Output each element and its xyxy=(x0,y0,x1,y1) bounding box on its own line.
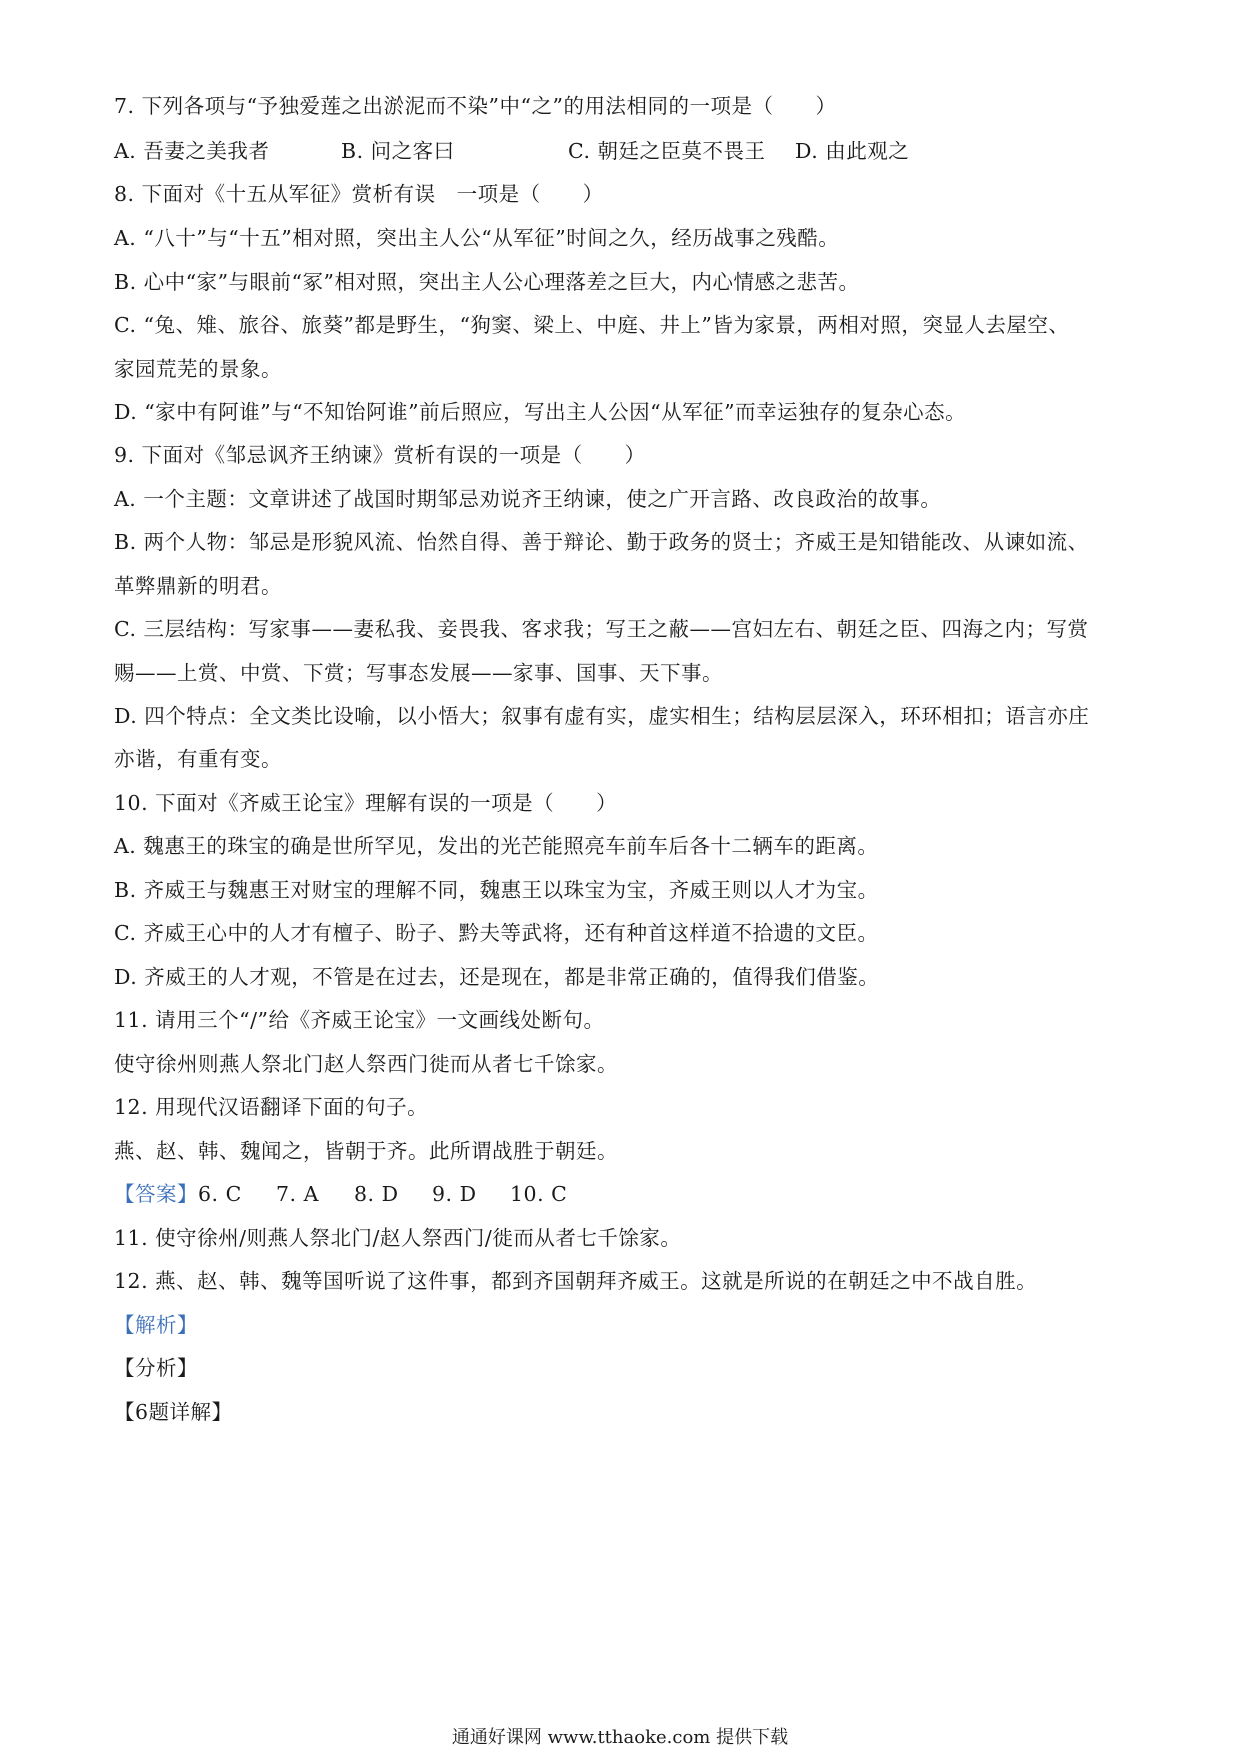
q10-stem: 10. 下面对《齐威王论宝》理解有误的一项是（ ） xyxy=(114,791,618,815)
q9-option-b: B. 两个人物：邹忌是形貌风流、怡然自得、善于辩论、勤于政务的贤士；齐威王是知错能改、从谏如流、 xyxy=(114,530,1089,554)
answer-item: 8. D xyxy=(354,1182,399,1206)
answer-label: 【答案】 xyxy=(114,1182,198,1206)
answer-item: 6. C xyxy=(198,1182,242,1206)
q9-option-c: C. 三层结构：写家事——妻私我、妾畏我、客求我；写王之蔽——宫妇左右、朝廷之臣、四海之内；写赏 xyxy=(114,617,1089,641)
q9-option-b-cont: 革弊鼎新的明君。 xyxy=(114,574,282,598)
q11-text: 使守徐州则燕人祭北门赵人祭西门徙而从者七千馀家。 xyxy=(114,1052,618,1076)
q7-options xyxy=(114,137,1154,165)
q10-option-c: C. 齐威王心中的人才有檀子、盼子、黔夫等武将，还有种首这样道不拾遗的文臣。 xyxy=(114,921,879,945)
q7-option-a: A. 吾妻之美我者 xyxy=(114,139,270,163)
answer-12: 12. 燕、赵、韩、魏等国听说了这件事，都到齐国朝拜齐威王。这就是所说的在朝廷之中不战自胜。 xyxy=(114,1269,1038,1293)
answer-item: 10. C xyxy=(510,1182,568,1206)
q8-option-c-cont: 家园荒芜的景象。 xyxy=(114,357,282,381)
answer-11: 11. 使守徐州/则燕人祭北门/赵人祭西门/徙而从者七千馀家。 xyxy=(114,1226,682,1250)
q9-option-a: A. 一个主题：文章讲述了战国时期邹忌劝说齐王纳谏，使之广开言路、改良政治的故事。 xyxy=(114,487,942,511)
q12-text: 燕、赵、韩、魏闻之，皆朝于齐。此所谓战胜于朝廷。 xyxy=(114,1139,618,1163)
q7-option-c: C. 朝廷之臣莫不畏王 xyxy=(568,139,766,163)
analysis-subheading: 【分析】 xyxy=(114,1356,198,1380)
page-footer: 通通好课网 www.tthaoke.com 提供下载 xyxy=(451,1727,789,1748)
q9-stem: 9. 下面对《邹忌讽齐王纳谏》赏析有误的一项是（ ） xyxy=(114,443,646,467)
q10-option-d: D. 齐威王的人才观，不管是在过去，还是现在，都是非常正确的，值得我们借鉴。 xyxy=(114,965,880,989)
q8-option-c: C. “兔、雉、旅谷、旅葵”都是野生，“狗窦、梁上、中庭、井上”皆为家景，两相对照，突显人去屋空、 xyxy=(114,313,1070,337)
q7-stem: 7. 下列各项与“予独爱莲之出淤泥而不染”中“之”的用法相同的一项是（ ） xyxy=(114,94,837,118)
q10-option-b: B. 齐威王与魏惠王对财宝的理解不同，魏惠王以珠宝为宝，齐威王则以人才为宝。 xyxy=(114,878,879,902)
answer-row xyxy=(114,1180,1154,1208)
q8-option-d: D. “家中有阿谁”与“不知饴阿谁”前后照应，写出主人公因“从军征”而幸运独存的复杂心态。 xyxy=(114,400,967,424)
q10-option-a: A. 魏惠王的珠宝的确是世所罕见，发出的光芒能照亮车前车后各十二辆车的距离。 xyxy=(114,834,879,858)
analysis-q6-heading: 【6题详解】 xyxy=(114,1400,233,1424)
q8-option-a: A. “八十”与“十五”相对照，突出主人公“从军征”时间之久，经历战事之残酷。 xyxy=(114,226,840,250)
answer-item: 7. A xyxy=(276,1182,319,1206)
q8-option-b: B. 心中“家”与眼前“冢”相对照，突出主人公心理落差之巨大，内心情感之悲苦。 xyxy=(114,270,860,294)
answer-item: 9. D xyxy=(432,1182,477,1206)
q7-option-b: B. 问之客曰 xyxy=(341,139,455,163)
q11-stem: 11. 请用三个“/”给《齐威王论宝》一文画线处断句。 xyxy=(114,1008,605,1032)
analysis-label: 【解析】 xyxy=(114,1313,198,1337)
q9-option-d: D. 四个特点：全文类比设喻，以小悟大；叙事有虚有实，虚实相生；结构层层深入，环环相扣；语言亦庄 xyxy=(114,704,1090,728)
q9-option-d-cont: 亦谐，有重有变。 xyxy=(114,747,282,771)
q7-option-d: D. 由此观之 xyxy=(795,139,910,163)
q9-option-c-cont: 赐——上赏、中赏、下赏；写事态发展——家事、国事、天下事。 xyxy=(114,661,723,685)
q8-stem: 8. 下面对《十五从军征》赏析有误 一项是（ ） xyxy=(114,182,604,206)
q12-stem: 12. 用现代汉语翻译下面的句子。 xyxy=(114,1095,429,1119)
